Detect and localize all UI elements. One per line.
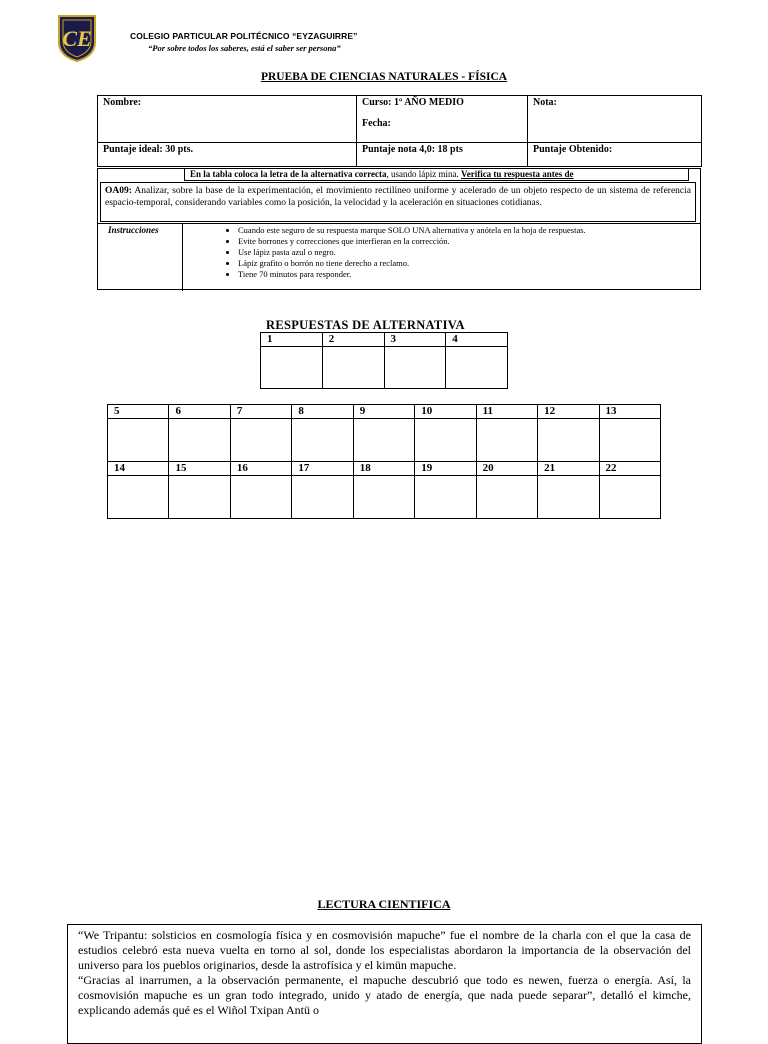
instructions-label: Instrucciones [108,225,159,235]
answer-box[interactable] [476,419,537,462]
curso-fecha-cell [357,96,528,143]
list-item: • Use lápiz pasta azul o negro. [238,247,693,258]
learning-objective: OA09: Analizar, sobre la base de la experimentación, el movimiento rectilíneo uniforme y acelerado de un objeto respecto de un sistema de referencia espacio-temporal, considerando variables como la posición, la velocidad y la aceleración en situaciones cotidianas. [100,182,696,222]
answer-box[interactable] [599,419,661,462]
school-motto: “Por sobre todos los saberes, está el saber ser persona” [148,43,341,53]
answer-box[interactable] [108,476,169,519]
puntaje-obtenido-field[interactable] [528,143,702,167]
question-number: 7 [230,405,291,419]
answer-box[interactable] [538,476,599,519]
question-number: 9 [353,405,414,419]
question-number: 2 [322,333,384,347]
question-number: 8 [292,405,353,419]
question-number: 21 [538,462,599,476]
question-number: 11 [476,405,537,419]
instructions-row [98,223,700,290]
page-title: PRUEBA DE CIENCIAS NATURALES - FÍSICA [260,71,508,83]
question-number: 14 [108,462,169,476]
reading-paragraph: “Gracias al inarrumen, a la observación permanente, el mapuche descubrió que todo es newen, fuerza o energía. Así, la cosmovisión mapuche es un gran todo integrado, unido y atado de energía, que nada puede separar”, detalló el kimche, explicando además qué es el Wiñol Txipan Antü o [78,973,691,1017]
puntaje-ideal-label: Puntaje ideal: 30 pts. [103,144,193,155]
puntaje-ideal-cell [98,143,357,167]
question-number: 15 [169,462,230,476]
answer-box[interactable] [538,419,599,462]
divider [182,224,183,291]
list-item: • Evite borrones y correcciones que interfieran en la corrección. [238,236,693,247]
nombre-field[interactable] [98,96,357,143]
answer-box[interactable] [415,476,476,519]
question-number: 13 [599,405,661,419]
instructions-box [97,168,701,290]
nota-label: Nota: [533,97,557,108]
student-info-table [97,95,702,167]
school-logo [55,14,99,62]
question-number: 12 [538,405,599,419]
answers-title: RESPUESTAS DE ALTERNATIVA [266,318,465,332]
answer-box[interactable] [230,419,291,462]
question-number: 22 [599,462,661,476]
school-name: COLEGIO PARTICULAR POLITÉCNICO “EYZAGUIRRE” [130,31,358,41]
reading-title: LECTURA CIENTIFICA [317,897,451,911]
reading-paragraph: “We Tripantu: solsticios en cosmología física y en cosmovisión mapuche” fue el nombre de la charla con el que la casa de estudios celebró esta nueva vuelta en torno al sol, donde los especialistas abordaron la importancia de la observación del universo para los pueblos originarios, desde la astrofísica y el kimün mapuche. [78,928,691,972]
question-number: 6 [169,405,230,419]
question-number: 3 [384,333,446,347]
answer-box[interactable] [169,419,230,462]
puntaje-nota-cell [357,143,528,167]
question-number: 16 [230,462,291,476]
puntaje-obtenido-label: Puntaje Obtenido: [533,144,613,155]
fecha-label: Fecha: [362,118,391,129]
answer-box[interactable] [476,476,537,519]
curso-label: Curso: 1º AÑO MEDIO [362,97,464,108]
list-item: • Tiene 70 minutos para responder. [238,269,693,280]
question-number: 17 [292,462,353,476]
answer-box[interactable] [599,476,661,519]
answer-box[interactable] [261,347,323,389]
answer-box[interactable] [169,476,230,519]
question-number: 4 [446,333,508,347]
answer-box[interactable] [353,476,414,519]
nombre-label: Nombre: [103,97,142,108]
instructions-header: En la tabla coloca la letra de la alternativa correcta, usando lápiz mina. Verifica tu respuesta antes de [184,169,689,181]
reading-box [67,924,702,1044]
answer-box[interactable] [415,419,476,462]
instructions-list [218,225,693,280]
answer-box[interactable] [230,476,291,519]
nota-field[interactable] [528,96,702,143]
logo-letters: CE [62,26,92,51]
answer-box[interactable] [322,347,384,389]
question-number: 1 [261,333,323,347]
puntaje-nota-label: Puntaje nota 4,0: 18 pts [362,144,463,155]
answer-box[interactable] [353,419,414,462]
question-number: 20 [476,462,537,476]
answer-grid-5-22 [107,404,661,519]
list-item: • Lápiz grafito o borrón no tiene derecho a reclamo. [238,258,693,269]
question-number: 18 [353,462,414,476]
answer-box[interactable] [446,347,508,389]
answer-box[interactable] [292,419,353,462]
list-item: • Cuando este seguro de su respuesta marque SOLO UNA alternativa y anótela en la hoja de respuestas. [238,225,693,236]
question-number: 5 [108,405,169,419]
question-number: 19 [415,462,476,476]
answer-box[interactable] [384,347,446,389]
answer-box[interactable] [292,476,353,519]
answer-grid-1-4 [260,332,508,389]
answer-box[interactable] [108,419,169,462]
question-number: 10 [415,405,476,419]
